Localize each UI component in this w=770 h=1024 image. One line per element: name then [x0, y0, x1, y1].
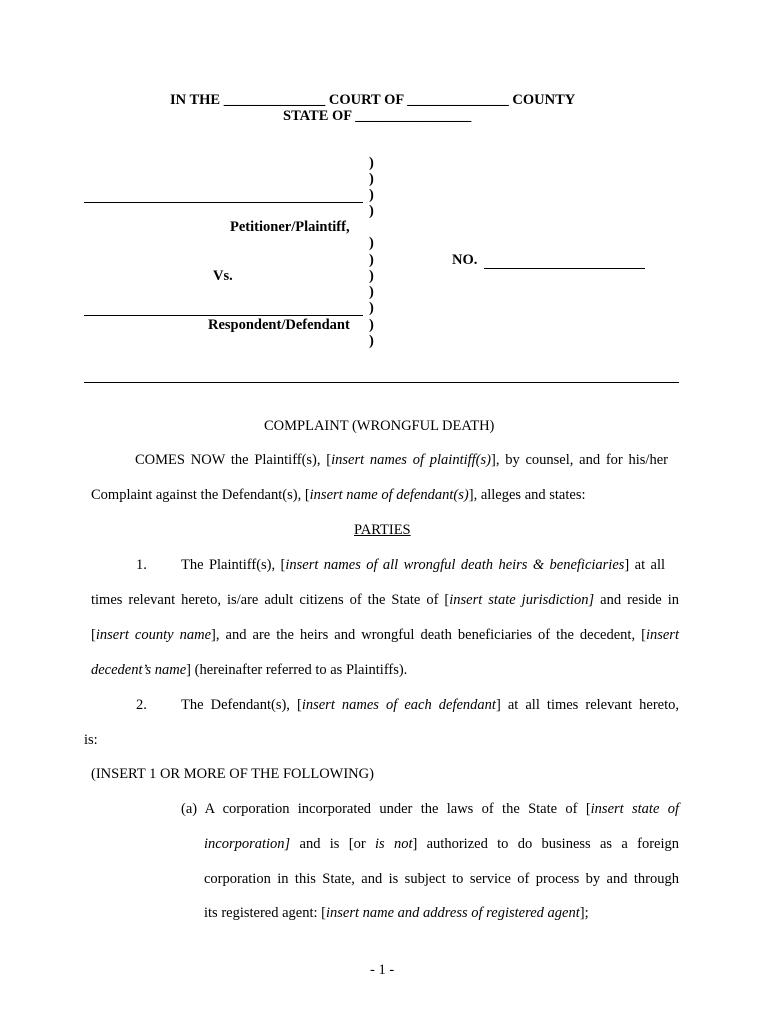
paren: ) [369, 155, 374, 171]
case-number-label: NO. [452, 252, 478, 268]
caption-divider [84, 382, 679, 383]
paren: ) [369, 171, 374, 187]
paragraph-2-number: 2. [136, 697, 147, 713]
paragraph-1-number: 1. [136, 557, 147, 573]
caption-state-line: STATE OF ________________ [283, 108, 472, 124]
item-a-line-2: incorporation] and is [or is not] authorized to do business as a foreign [204, 836, 679, 852]
paragraph-1-line-2: times relevant hereto, is/are adult citizens of the State of [insert state jurisdiction] and reside in [91, 592, 680, 608]
paren: ) [369, 235, 374, 251]
intro-line-2: Complaint against the Defendant(s), [insert name of defendant(s)], alleges and states: [91, 487, 586, 503]
page-number: - 1 - [370, 962, 395, 978]
vs-label: Vs. [213, 268, 233, 284]
item-a-line-1: (a) A corporation incorporated under the laws of the State of [insert state of [181, 801, 679, 817]
respondent-name-line [84, 315, 363, 316]
paren: ) [369, 268, 374, 284]
item-a-line-3: corporation in this State, and is subject to service of process by and through [204, 871, 679, 887]
paragraph-1-line-1: The Plaintiff(s), [insert names of all wrongful death heirs & beneficiaries] at all [181, 557, 665, 573]
document-title: COMPLAINT (WRONGFUL DEATH) [264, 418, 495, 434]
paren: ) [369, 333, 374, 349]
paren: ) [369, 284, 374, 300]
paragraph-1-line-3: [insert county name], and are the heirs and wrongful death beneficiaries of the decedent, [insert [91, 627, 679, 643]
paren: ) [369, 252, 374, 268]
paren: ) [369, 203, 374, 219]
paren: ) [369, 317, 374, 333]
respondent-label: Respondent/Defendant [208, 317, 350, 333]
petitioner-label: Petitioner/Plaintiff, [230, 219, 350, 235]
paragraph-2-line-1: The Defendant(s), [insert names of each defendant] at all times relevant hereto, [181, 697, 679, 713]
intro-line-1: COMES NOW the Plaintiff(s), [insert names of plaintiff(s)], by counsel, and for his/her [135, 452, 668, 468]
insert-note: (INSERT 1 OR MORE OF THE FOLLOWING) [91, 766, 374, 782]
caption-court-line: IN THE ______________ COURT OF ______________ COUNTY [170, 92, 576, 108]
paren: ) [369, 300, 374, 316]
paragraph-2-line-2: is: [84, 732, 98, 748]
case-number-line [484, 268, 645, 269]
item-a-line-4: its registered agent: [insert name and address of registered agent]; [204, 905, 589, 921]
parties-heading: PARTIES [354, 522, 411, 538]
paragraph-1-line-4: decedent’s name] (hereinafter referred to as Plaintiffs). [91, 662, 408, 678]
paren: ) [369, 187, 374, 203]
petitioner-name-line [84, 202, 363, 203]
